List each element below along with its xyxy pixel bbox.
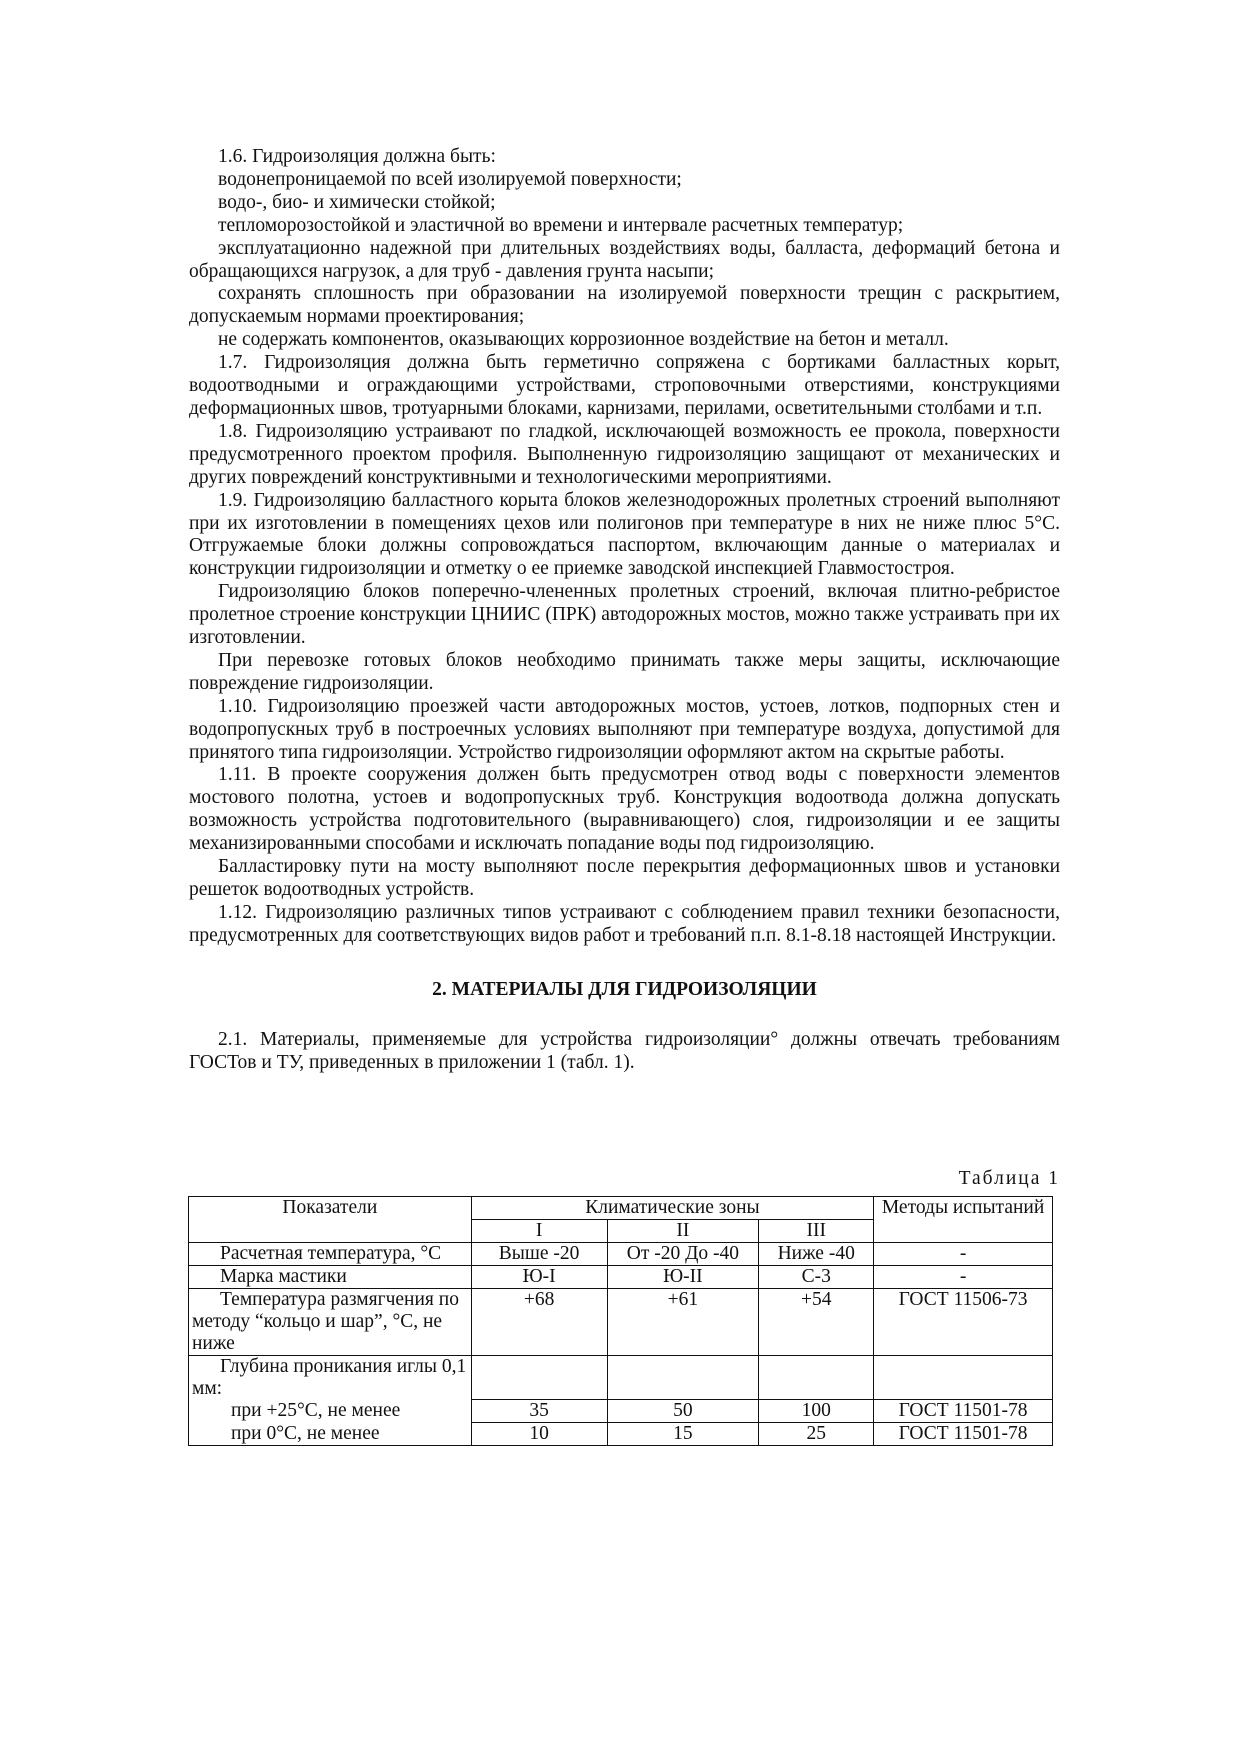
cell: +54 [759, 1288, 874, 1355]
cell: 10 [471, 1423, 607, 1446]
paragraph: 1.7. Гидроизоляция должна быть герметично сопряжена с бортиками балластных корыт, водоотводными и ограждающими устройствами, строповочными отверстиями, конструкциями деформационных швов, тротуарными блоками, карнизами, перилами, осветительными столбами и т.п. [189, 352, 1060, 419]
row-label: Марка мастики [189, 1265, 472, 1288]
paragraph: 1.6. Гидроизоляция должна быть: [218, 146, 496, 167]
row-label: при 0°С, не менее [189, 1423, 472, 1446]
cell: +61 [607, 1288, 759, 1355]
table-row [189, 1288, 1053, 1355]
cell: 15 [607, 1423, 759, 1446]
header-zones: Климатические зоны [471, 1196, 873, 1219]
cell [759, 1355, 874, 1400]
cell: С-3 [759, 1265, 874, 1288]
header-indicators: Показатели [189, 1196, 472, 1242]
row-label: Температура размягчения по методу “кольцо и шар”, °С, не ниже [189, 1288, 472, 1355]
cell: - [874, 1265, 1053, 1288]
cell [607, 1355, 759, 1400]
section-paragraph: 2.1. Материалы, применяемые для устройства гидроизоляции° должны отвечать требованиям ГОСТов и ТУ, приведенных в приложении 1 (табл. 1). [189, 1028, 1060, 1073]
table-header-row [189, 1196, 1053, 1219]
row-label: Глубина проникания иглы 0,1 мм: [189, 1355, 472, 1400]
row-label: Расчетная температура, °С [189, 1242, 472, 1265]
materials-table [188, 1196, 1053, 1447]
paragraph: водо-, био- и химически стойкой; [218, 191, 496, 213]
cell: ГОСТ 11506-73 [874, 1288, 1053, 1355]
cell: Ю-I [471, 1265, 607, 1288]
cell [471, 1355, 607, 1400]
zone-col: II [607, 1219, 759, 1242]
cell: ГОСТ 11501-78 [874, 1423, 1053, 1446]
table-row [189, 1265, 1053, 1288]
cell: 50 [607, 1400, 759, 1423]
paragraph: эксплуатационно надежной при длительных воздействиях воды, балласта, деформаций бетона и обращающихся нагрузок, а для труб - давления грунта насыпи; [189, 237, 1060, 282]
row-label: при +25°С, не менее [189, 1400, 472, 1423]
document-page [189, 146, 1060, 1446]
cell: 25 [759, 1423, 874, 1446]
paragraph: сохранять сплошность при образовании на изолируемой поверхности трещин с раскрытием, допускаемым нормами проектирования; [189, 283, 1060, 328]
cell: Ю-II [607, 1265, 759, 1288]
paragraph: 1.8. Гидроизоляцию устраивают по гладкой, исключающей возможность ее прокола, поверхности предусмотренного проектом профиля. Выполненную гидроизоляцию защищают от механических и других повреждений конструктивными и технологическими мероприятиями. [189, 420, 1060, 488]
cell: ГОСТ 11501-78 [874, 1400, 1053, 1423]
cell: +68 [471, 1288, 607, 1355]
paragraph: 1.10. Гидроизоляцию проезжей части автодорожных мостов, устоев, лотков, подпорных стен и водопропускных труб в построечных условиях выполняют при температуре воздуха, допустимой для принятого типа гидроизоляции. Устройство гидроизоляции оформляют актом на скрытые работы. [189, 695, 1060, 763]
section-heading: 2. МАТЕРИАЛЫ ДЛЯ ГИДРОИЗОЛЯЦИИ [432, 978, 817, 1000]
cell: 100 [759, 1400, 874, 1423]
paragraph: 1.9. Гидроизоляцию балластного корыта блоков железнодорожных пролетных строений выполняют при их изготовлении в помещениях цехов или полигонов при температуре в них не ниже плюс 5°С. Отгружаемые блоки должны сопровождаться паспортом, включающим данные о материалах и конструкции гидроизоляции и отметку о ее приемке заводской инспекцией Главмостостроя. [189, 489, 1060, 580]
table-row [189, 1400, 1053, 1423]
paragraph: Балластировку пути на мосту выполняют после перекрытия деформационных швов и установки решеток водоотводных устройств. [189, 856, 1060, 900]
table-row [189, 1423, 1053, 1446]
zone-col: I [471, 1219, 607, 1242]
paragraph: 1.12. Гидроизоляцию различных типов устраивают с соблюдением правил техники безопасности, предусмотренных для соответствующих видов работ и требований п.п. 8.1-8.18 настоящей Инструкции. [189, 901, 1060, 946]
table-caption: Таблица 1 [958, 1167, 1060, 1189]
body-text [189, 146, 1060, 948]
cell: - [874, 1242, 1053, 1265]
zone-col: III [759, 1219, 874, 1242]
cell: 35 [471, 1400, 607, 1423]
table-row [189, 1355, 1053, 1400]
paragraph: При перевозке готовых блоков необходимо принимать также меры защиты, исключающие повреждение гидроизоляции. [189, 649, 1060, 694]
cell: Ниже -40 [759, 1242, 874, 1265]
paragraph: тепломорозостойкой и эластичной во времени и интервале расчетных температур; [218, 214, 904, 236]
cell [874, 1355, 1053, 1400]
paragraph: водонепроницаемой по всей изолируемой поверхности; [218, 168, 682, 190]
cell: Выше -20 [471, 1242, 607, 1265]
header-methods: Методы испытаний [874, 1196, 1053, 1242]
cell: От -20 До -40 [607, 1242, 759, 1265]
paragraph: 1.11. В проекте сооружения должен быть предусмотрен отвод воды с поверхности элементов мостового полотна, устоев и водопропускных труб. Конструкция водоотвода должна допускать возможность устройства подготовительного (выравнивающего) слоя, гидроизоляции и ее защиты механизированными способами и исключать попадание воды под гидроизоляцию. [189, 764, 1060, 855]
paragraph: не содержать компонентов, оказывающих коррозионное воздействие на бетон и металл. [218, 329, 949, 351]
table-row [189, 1242, 1053, 1265]
paragraph: Гидроизоляцию блоков поперечно-члененных пролетных строений, включая плитно-ребристое пролетное строение конструкции ЦНИИС (ПРК) автодорожных мостов, можно также устраивать при их изготовлении. [189, 581, 1060, 649]
